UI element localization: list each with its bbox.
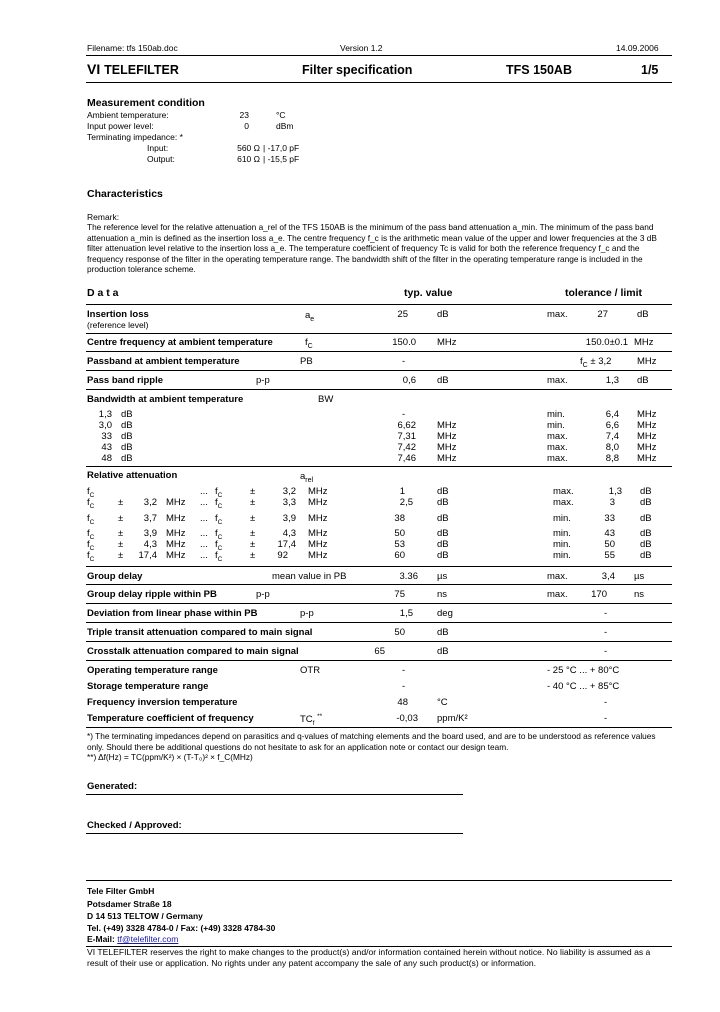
- insertion-loss-typ: 25: [397, 309, 408, 320]
- insertion-loss-unit: dB: [437, 309, 449, 320]
- tc-symbol: $TC_f$ **: [300, 713, 323, 728]
- version: Version 1.2: [340, 43, 383, 53]
- document-date: 14.09.2006: [616, 43, 659, 53]
- crosstalk-unit: dB: [437, 646, 449, 657]
- header-rule: [86, 55, 672, 56]
- output-impedance-value: 610 Ω: [237, 154, 260, 164]
- insertion-loss-sub: (reference level): [87, 320, 149, 330]
- company-email: [87, 934, 178, 944]
- ripple-limval: 1,3: [605, 375, 619, 386]
- logo-vi: VI: [87, 61, 101, 77]
- data-column-header: D a t a: [87, 287, 119, 299]
- op-temp-symbol: OTR: [300, 665, 321, 676]
- checked-signature-line: [86, 833, 463, 834]
- input-impedance-value: 560 Ω: [237, 143, 260, 153]
- passband-limit: $f_C \pm 3,2$: [580, 356, 612, 369]
- doc-title: Filter specification: [302, 63, 413, 77]
- insertion-loss-symbol: $a_e$: [305, 310, 315, 323]
- group-delay-limval: 3,4: [601, 571, 615, 582]
- relative-attenuation-symbol: $a_{rel}$: [300, 471, 314, 484]
- remark-label: Remark:: [87, 212, 120, 222]
- company-phone: Tel. (+49) 3328 4784-0 / Fax: (+49) 3328 4784-30: [87, 923, 276, 933]
- crosstalk-typ: 65: [374, 646, 385, 657]
- logo: [87, 61, 179, 77]
- deviation-symbol: p-p: [300, 608, 314, 619]
- gd-ripple-limunit: ns: [634, 589, 645, 600]
- power-level-label: Input power level:: [87, 121, 154, 131]
- gd-ripple-typ: 75: [394, 589, 405, 600]
- input-capacitance: | -17,0 pF: [263, 143, 300, 153]
- generated-label: Generated:: [87, 781, 138, 792]
- input-impedance-label: Input:: [147, 143, 169, 153]
- deviation-unit: deg: [437, 608, 453, 619]
- centre-freq-unit: MHz: [437, 337, 457, 348]
- footer-rule: [86, 880, 672, 881]
- tc-label: Temperature coefficient of frequency: [87, 713, 254, 724]
- company-street: Potsdamer Straße 18: [87, 899, 172, 909]
- ripple-lim: max.: [547, 375, 568, 386]
- terminating-impedance-label: Terminating impedance: *: [87, 132, 183, 142]
- ripple-symbol: p-p: [256, 375, 270, 386]
- passband-limunit: MHz: [637, 356, 657, 367]
- company-city: D 14 513 TELTOW / Germany: [87, 911, 203, 921]
- output-impedance-label: Output:: [147, 154, 175, 164]
- triple-typ: 50: [394, 627, 405, 638]
- logo-text: TELEFILTER: [104, 63, 179, 77]
- centre-freq-limval: 150.0±0.1: [585, 337, 628, 348]
- email-link[interactable]: tf@telefilter.com: [117, 934, 179, 944]
- gd-ripple-symbol: p-p: [256, 589, 270, 600]
- ripple-typ: 0,6: [402, 375, 416, 386]
- ambient-temp-label: Ambient temperature:: [87, 110, 169, 120]
- group-delay-unit: µs: [437, 571, 448, 582]
- measurement-heading: Measurement condition: [87, 97, 205, 109]
- ambient-temp-unit: °C: [276, 110, 286, 120]
- bandwidth-symbol: BW: [318, 394, 334, 405]
- typ-column-header: typ. value: [404, 287, 453, 299]
- tc-unit: ppm/K²: [437, 713, 468, 724]
- triple-unit: dB: [437, 627, 449, 638]
- table-header-rule: [86, 304, 672, 305]
- crosstalk-limval: -: [604, 646, 608, 657]
- ambient-temp-value: 23: [239, 110, 249, 120]
- centre-freq-label: Centre frequency at ambient temperature: [87, 337, 273, 348]
- group-delay-lim: max.: [547, 571, 568, 582]
- insertion-loss-label: Insertion loss: [87, 309, 149, 320]
- freq-inv-limval: -: [604, 697, 608, 708]
- insertion-loss-limval: 27: [597, 309, 608, 320]
- disclaimer: VI TELEFILTER reserves the right to make changes to the product(s) and/or information contained herein without notice. No liability is assumed as a result of their use or application. No rights under any patent accompany the sale of any such product(s) or information.: [87, 947, 651, 968]
- tc-typ: -0,03: [396, 713, 418, 724]
- company-name: Tele Filter GmbH: [87, 886, 155, 896]
- group-delay-limunit: µs: [634, 571, 645, 582]
- power-level-unit: dBm: [276, 121, 294, 131]
- op-temp-label: Operating temperature range: [87, 665, 218, 676]
- centre-freq-limunit: MHz: [634, 337, 654, 348]
- checked-label: Checked / Approved:: [87, 820, 182, 831]
- insertion-loss-limunit: dB: [637, 309, 649, 320]
- group-delay-typ: 3.36: [399, 571, 418, 582]
- tc-limval: -: [604, 713, 608, 724]
- gd-ripple-label: Group delay ripple within PB: [87, 589, 217, 600]
- gd-ripple-limval: 170: [591, 589, 607, 600]
- gd-ripple-unit: ns: [437, 589, 448, 600]
- storage-typ: -: [402, 681, 406, 692]
- email-label: E-Mail:: [87, 934, 115, 944]
- triple-limval: -: [604, 627, 608, 638]
- footnote-tc-formula: **) Δf(Hz) = TC(ppm/K²) × (T-T₀)² × f_C(MHz): [87, 752, 253, 762]
- freq-inv-typ: 48: [397, 697, 408, 708]
- page-number: 1/5: [641, 63, 659, 77]
- crosstalk-label: Crosstalk attenuation compared to main signal: [87, 646, 299, 657]
- op-temp-typ: -: [402, 665, 406, 676]
- group-delay-symbol: mean value in PB: [272, 571, 347, 582]
- storage-limval: - 40 °C ... + 85°C: [547, 681, 620, 692]
- freq-inv-unit: °C: [437, 697, 448, 708]
- triple-label: Triple transit attenuation compared to main signal: [87, 627, 313, 638]
- ripple-unit: dB: [437, 375, 449, 386]
- power-level-value: 0: [244, 121, 249, 131]
- gd-ripple-lim: max.: [547, 589, 568, 600]
- filename: Filename: tfs 150ab.doc: [87, 43, 178, 53]
- ripple-limunit: dB: [637, 375, 649, 386]
- deviation-typ: 1,5: [399, 608, 413, 619]
- op-temp-limval: - 25 °C ... + 80°C: [547, 665, 620, 676]
- passband-symbol: PB: [300, 356, 313, 367]
- footnote-impedance: *) The terminating impedances depend on parasitics and q-values of matching elements and the board used, and are to be understood as reference values only. Should there be additional questions do not hesitate to ask for an application note or contact our design team.: [87, 731, 656, 752]
- group-delay-label: Group delay: [87, 571, 143, 582]
- ripple-label: Pass band ripple: [87, 375, 164, 386]
- output-capacitance: | -15,5 pF: [263, 154, 300, 164]
- deviation-label: Deviation from linear phase within PB: [87, 608, 258, 619]
- remark-text: The reference level for the relative attenuation a_rel of the TFS 150AB is the minimum of the pass band attenuation a_min. The minimum of the pass band attenuation a_min is defined as the insertion loss a_e. The centre frequency f_c is the arithmetic mean value of the upper and lower frequencies at the 3 dB filter attenuation level relative to the insertion loss a_e. The temperature coefficient of frequency Tc is valid for both the reference frequency f_c and the frequency response of the filter in the operating temperature range. The bandwidth shift of the filter in the operating temperature range is included in the production tolerance scheme.: [87, 222, 657, 275]
- characteristics-heading: Characteristics: [87, 188, 163, 200]
- bandwidth-label: Bandwidth at ambient temperature: [87, 394, 244, 405]
- generated-signature-line: [86, 794, 463, 795]
- insertion-loss-lim: max.: [547, 309, 568, 320]
- relative-attenuation-label: Relative attenuation: [87, 470, 178, 481]
- passband-label: Passband at ambient temperature: [87, 356, 240, 367]
- centre-freq-typ: 150.0: [392, 337, 416, 348]
- passband-typ: -: [402, 356, 406, 367]
- freq-inv-label: Frequency inversion temperature: [87, 697, 238, 708]
- centre-freq-symbol: $f_C$: [305, 337, 313, 350]
- storage-label: Storage temperature range: [87, 681, 209, 692]
- deviation-limval: -: [604, 608, 608, 619]
- title-rule: [86, 82, 672, 83]
- product-name: TFS 150AB: [506, 63, 572, 77]
- tolerance-column-header: tolerance / limit: [565, 287, 643, 299]
